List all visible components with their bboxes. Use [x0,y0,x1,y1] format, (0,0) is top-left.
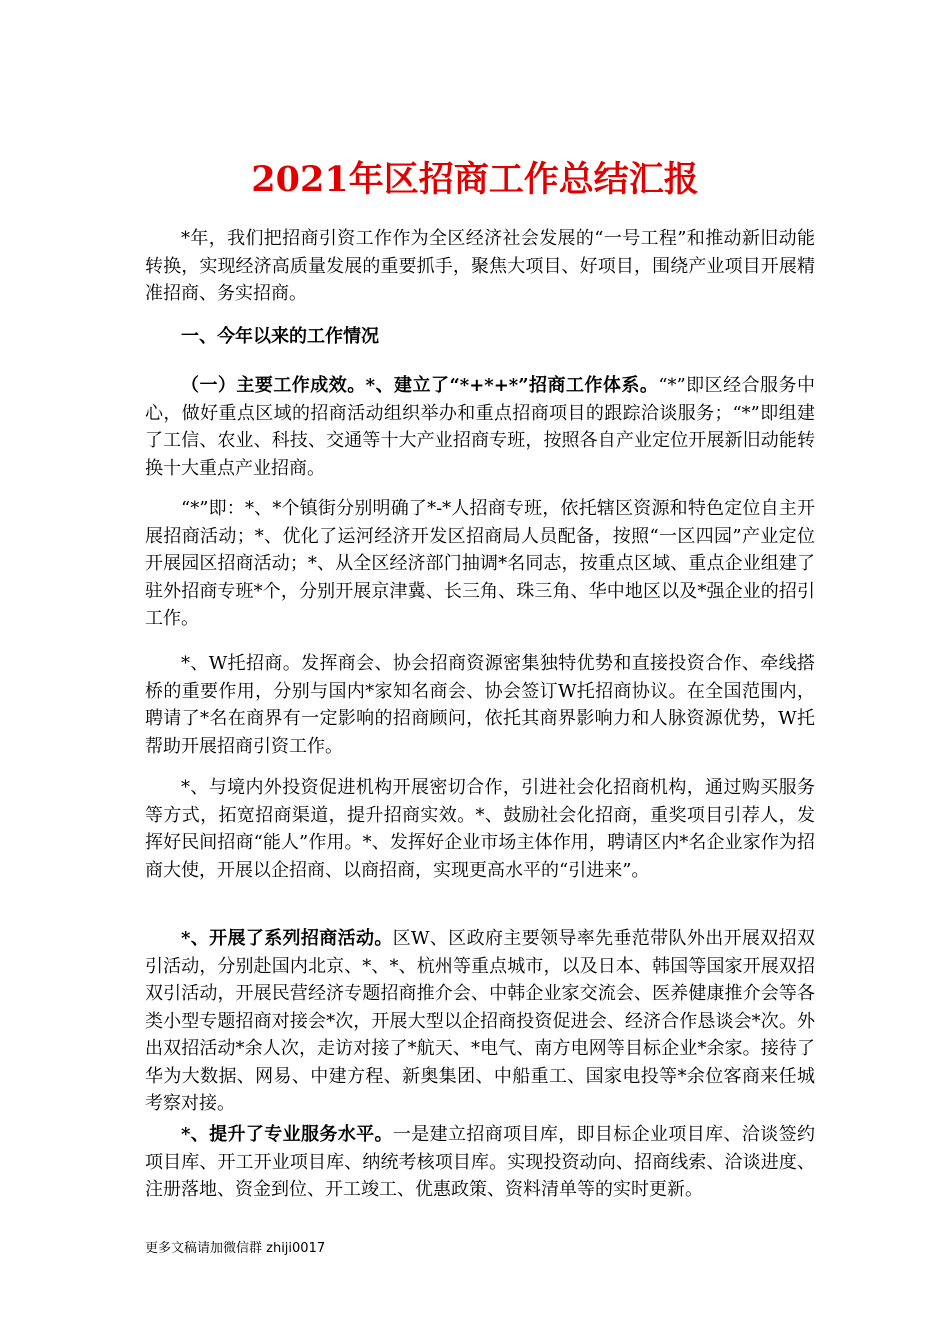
paragraph-body: “*”即区经合服务中心，做好重点区域的招商活动组织举办和重点招商项目的跟踪洽谈服务；“*”即组建了工信、农业、科技、交通等十大产业招商专班，按照各自产业定位开展新旧动能转换十大重点产业招商。 [145,375,815,479]
paragraph-lead: *、提升了专业服务水平。 [181,1124,393,1145]
intro-paragraph: *年，我们把招商引资工作作为全区经济社会发展的“一号工程”和推动新旧动能转换，实现经济高质量发展的重要抓手，聚焦大项目、好项目，围绕产业项目开展精准招商、务实招商。 [145,228,815,304]
paragraph-service-level [145,1121,815,1204]
footer-note: 更多文稿请加微信群 zhiji0017 [145,1241,326,1256]
paragraph-work-system [145,372,815,482]
paragraph-town-teams: “*”即：*、*个镇街分别明确了*-*人招商专班，依托辖区资源和特色定位自主开展招商活动；*、优化了运河经济开发区招商局人员配备，按照“一区四园”产业定位开展园区招商活动；*、从全区经济部门抽调*名同志，按重点区域、重点企业组建了驻外招商专班*个，分别开展京津冀、长三角、珠三角、华中地区以及*强企业的招引工作。 [145,498,815,629]
paragraph-lead: *、开展了系列招商活动。 [181,928,393,949]
page-title: 2021年区招商工作总结汇报 [251,159,699,200]
paragraph-social-investment: *、与境内外投资促进机构开展密切合作，引进社会化招商机构，通过购买服务等方式，拓宽招商渠道，提升招商实效。*、鼓励社会化招商，重奖项目引荐人，发挥好民间招商“能人”作用。*、发挥好企业市场主体作用，聘请区内*名企业家作为招商大使，开展以企招商、以商招商，实现更高水平的“引进来”。 [145,777,815,881]
paragraph-investment-activities [145,925,815,1118]
paragraph-entrusted-investment: *、W托招商。发挥商会、协会招商资源密集独特优势和直接投资合作、牵线搭桥的重要作用，分别与国内*家知名商会、协会签订W托招商协议。在全国范围内，聘请了*名在商界有一定影响的招商顾问，依托其商界影响力和人脉资源优势，W托帮助开展招商引资工作。 [145,653,815,757]
paragraph-body: 一是建立招商项目库，即目标企业项目库、洽谈签约项目库、开工开业项目库、纳统考核项目库。实现投资动向、招商线索、洽谈进度、注册落地、资金到位、开工竣工、优惠政策、资料清单等的实时更新。 [145,1124,815,1200]
paragraph-body: 区W、区政府主要领导率先垂范带队外出开展双招双引活动，分别赴国内北京、*、*、杭州等重点城市，以及日本、韩国等国家开展双招双引活动，开展民营经济专题招商推介会、中韩企业家交流会、医养健康推介会等各类小型专题招商对接会*次，开展大型以企招商投资促进会、经济合作恳谈会*次。外出双招活动*余人次，走访对接了*航天、*电气、南方电网等目标企业*余家。接待了华为大数据、网易、中建方程、新奥集团、中船重工、国家电投等*余位客商来任城考察对接。 [145,928,816,1114]
section-heading: 一、今年以来的工作情况 [181,326,379,347]
paragraph-lead: （一）主要工作成效。*、建立了“*+*+*”招商工作体系。 [181,375,659,396]
